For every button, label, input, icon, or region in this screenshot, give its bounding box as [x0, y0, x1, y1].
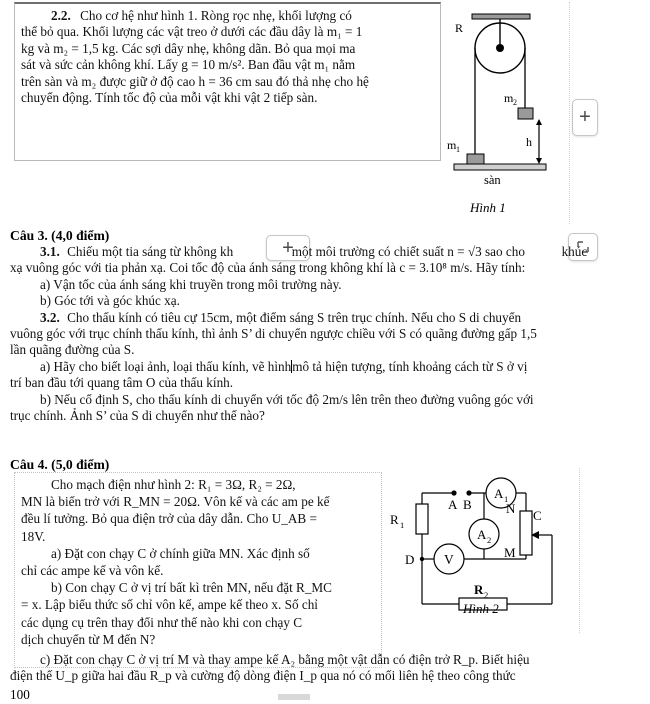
figure-2-label-V: V — [444, 552, 454, 567]
cau3-q31-text-3: khúc — [561, 244, 588, 259]
figure-2-label-R1-sub: 1 — [400, 520, 405, 530]
plus-icon: + — [282, 236, 294, 259]
cau4-intro-line-2: MN là biến trở với R_MN = 20Ω. Vôn kế và các am pe kế — [21, 494, 330, 510]
cau3-q31-line-2: xạ vuông góc với tia phản xạ. Coi tốc độ của ánh sáng trong không khí là c = 3.10⁸ m/s. Hãy tính: — [10, 260, 526, 276]
figure-1-label-m1-sub: 1 — [456, 145, 460, 154]
figure-1-label-floor: sàn — [484, 173, 501, 187]
cau4-item-b-line-4: dịch chuyển từ M đến N? — [21, 631, 156, 647]
figure-2-label-A1: A — [494, 486, 504, 501]
figure-2-node-D: D — [405, 552, 415, 567]
figure-2-node-C: C — [533, 508, 542, 523]
figure-2-label-R1: R — [390, 512, 399, 527]
section-heading-cau-3: Câu 3. (4,0 điểm) — [10, 228, 110, 243]
figure-2-caption: Hình 2 — [463, 601, 499, 616]
figure-2-node-B: B — [463, 497, 472, 512]
figure-1-label-m1: m — [447, 138, 457, 152]
cau3-q31-label: 3.1. — [40, 244, 60, 259]
plus-icon: + — [579, 106, 591, 128]
exercise-2-2-line-6: chuyển động. Tính tốc độ của mỗi vật khi vật 2 tiếp sàn. — [21, 90, 318, 106]
cau3-q31-line-1 — [10, 244, 642, 260]
figure-2-label-A1-sub: 1 — [504, 494, 509, 504]
figure-2-label-R2-sub: 2 — [484, 590, 489, 600]
figure-2-node-A: A — [448, 497, 458, 512]
exercise-2-2-line-4: sát và sức cản không khí. Lấy g = 10 m/s². Ban đầu vật m₁ nằm — [21, 57, 356, 73]
figure-1-label-m2: m — [504, 91, 514, 105]
section-body-cau-3 — [10, 244, 642, 424]
cau4-intro-line-3: đều lí tưởng. Bỏ qua điện trở của dây dẫn. Cho U_AB = — [21, 511, 317, 527]
cau4-item-a-line-2: chỉ các ampe kế và vôn kế. — [21, 563, 164, 579]
figure-2-node-M: M — [504, 545, 516, 560]
cau3-q31-text-1: Chiếu một tia sáng từ không kh — [67, 244, 234, 259]
cau3-q31-text-2: một môi trường có chiết suất n = √3 sao cho — [291, 244, 525, 259]
exercise-2-2-line-1 — [21, 8, 432, 24]
cau3-q32-item-b-line-1: b) Nếu cố định S, cho thấu kính di chuyển với tốc độ 2m/s lên trên theo đường vuông góc với — [40, 391, 534, 407]
figure-1-caption: Hình 1 — [470, 200, 506, 215]
cau3-q32-item-a-line-1 — [10, 359, 642, 375]
add-button-right[interactable] — [572, 99, 598, 136]
figure-1-label-h: h — [526, 135, 532, 149]
section-heading-cau-4: Câu 4. (5,0 điểm) — [10, 457, 110, 472]
figure-1-label-m2-sub: 2 — [513, 98, 517, 107]
cau3-q32-line-2: vuông góc với trục chính thấu kính, thì ảnh S’ di chuyển ngược chiều với S có quãng đường gấp 1,5 — [10, 326, 537, 342]
figure-1-pulley-diagram — [442, 2, 570, 224]
figure-2-svg — [384, 468, 580, 618]
cau3-q32-a-text-1: a) Hãy cho biết loại ảnh, loại thấu kính, vẽ hình — [40, 358, 292, 374]
figure-2-label-A2-sub: 2 — [487, 535, 492, 545]
cau3-q32-label: 3.2. — [40, 309, 60, 325]
figure-1-label-R: R — [455, 21, 464, 35]
exercise-2-2-line-3: kg và m₂ = 1,5 kg. Các sợi dây nhẹ, không dãn. Bỏ qua mọi ma — [21, 40, 356, 56]
figure-1-svg — [442, 2, 570, 202]
section-body-cau-4-tail — [10, 652, 642, 685]
bottom-scroll-tab[interactable] — [278, 694, 310, 700]
cau3-q32-line-1 — [10, 310, 642, 326]
exercise-2-2-line-5: trên sàn và m₂ được giữ ở độ cao h = 36 cm sau đó thả nhẹ cho hệ — [21, 73, 369, 89]
exercise-2-2-line-2: thể bỏ qua. Khối lượng các vật treo ở dưới các đầu dây là m₁ = 1 — [21, 24, 363, 40]
cau3-q32-item-a-line-2: trí ban đầu tới quang tâm O của thấu kính. — [10, 375, 234, 391]
figure-2-node-N: N — [506, 501, 516, 516]
exercise-2-2-block — [14, 2, 441, 161]
exercise-2-2-text-1: Cho cơ hệ như hình 1. Ròng rọc nhẹ, khối lượng có — [80, 8, 352, 23]
figure-2-label-R2: R — [474, 582, 484, 597]
cau3-q32-a-text-2: mô tả hiện tượng, tính khoảng cách từ S ở vị — [292, 358, 528, 374]
cau4-item-b-line-3: các dụng cụ trên thay đổi như thế nào khi con chạy C — [21, 614, 303, 630]
cau4-intro-line-4: 18V. — [21, 528, 46, 544]
figure-2-label-A2: A — [477, 527, 487, 542]
cau3-q32-text-1: Cho thấu kính có tiêu cự 15cm, một điểm sáng S trên trục chính. Nếu cho S di chuyển — [67, 309, 522, 325]
cau4-item-b-line-2: = x. Lập biểu thức số chỉ vôn kế, ampe kế theo x. Số chỉ — [21, 597, 318, 613]
page-bottom-fragment — [10, 686, 642, 704]
cau4-intro-line-1: Cho mạch điện như hình 2: R₁ = 3Ω, R₂ = 2Ω, — [51, 477, 296, 492]
cau3-q32-item-b-line-2: trục chính. Ảnh S’ của S di chuyển như thế nào? — [10, 408, 265, 424]
cau3-q32-line-3: lần quãng đường của S. — [10, 342, 135, 358]
cau4-item-c-fragment: 100 — [10, 687, 30, 702]
section-body-cau-4-box — [14, 472, 382, 668]
cau3-q31-item-b: b) Góc tới và góc khúc xạ. — [40, 293, 180, 309]
cau4-item-b-line-1: b) Con chạy C ở vị trí bất kì trên MN, nếu đặt R_MC — [51, 580, 332, 596]
exercise-2-2-label: 2.2. — [51, 8, 71, 23]
cau4-item-c-line-2: điện thế U_p giữa hai đầu R_p và cường độ dòng điện I_p qua nó có mối liên hệ theo công thức — [10, 668, 516, 684]
cau4-item-c-line-1: c) Đặt con chạy C ở vị trí M và thay ampe kế A₂ bằng một vật dẫn có điện trở R_p. Biết hiệu — [40, 652, 530, 667]
cau4-item-a-line-1: a) Đặt con chạy C ở chính giữa MN. Xác định số — [51, 545, 310, 561]
cau3-q31-item-a: a) Vận tốc của ánh sáng khi truyền trong môi trường này. — [40, 276, 342, 292]
